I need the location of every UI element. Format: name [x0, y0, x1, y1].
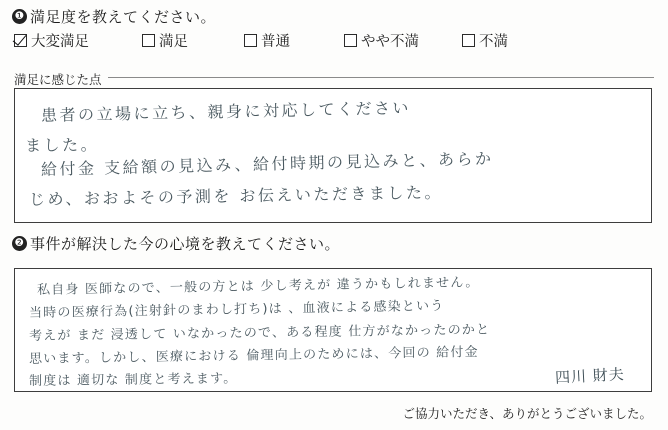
choice-label: 満足 — [159, 34, 188, 50]
choice-label: 普通 — [261, 34, 290, 50]
question-1-choices — [14, 30, 654, 51]
handwritten-line: 制度は 適切な 制度と考えます。 — [28, 371, 238, 389]
handwriting-question-1 — [15, 89, 651, 222]
handwritten-line: 私自身 医師なので、一般の方とは 少し考えが 違うかもしれません。 — [36, 275, 480, 298]
signature: 四川 財夫 — [554, 365, 626, 387]
checkbox-icon[interactable] — [344, 34, 357, 47]
question-2-text: 事件が解決した今の心境を教えてください。 — [30, 236, 341, 253]
handwritten-line: 当時の医療行為(注射針のまわし打ち)は 、血液による感染という — [28, 298, 445, 321]
free-text-label: 満足に感じた点 — [14, 73, 102, 87]
checkbox-checked-icon[interactable] — [14, 34, 27, 47]
choice-dissatisfied[interactable] — [462, 30, 552, 51]
choice-label: やや不満 — [361, 34, 419, 50]
handwritten-line: 思います。しかし、医療における 倫理向上のためには、今回の 給付金 — [28, 344, 479, 367]
handwritten-line: 患者の立場に立ち、親身に対応してください — [40, 98, 412, 125]
question-1-heading — [12, 6, 216, 27]
handwriting-question-2 — [15, 269, 651, 391]
question-1-text: 満足度を教えてください。 — [30, 9, 217, 26]
question-1-number: ❶ — [12, 9, 27, 24]
answer-box-question-1 — [14, 88, 652, 223]
label-rule — [108, 77, 654, 78]
handwritten-line: じめ、おおよその予測を お伝えいただきました。 — [28, 182, 444, 209]
checkbox-icon[interactable] — [244, 34, 257, 47]
handwritten-line: 考えが まだ 浸透して いなかったので、ある程度 仕方がなかったのかと — [28, 322, 491, 344]
handwritten-line: 給付金 支給額の見込み、給付時期の見込みと、あらか — [40, 148, 494, 179]
question-2-number: ❷ — [12, 236, 27, 251]
checkbox-icon[interactable] — [142, 34, 155, 47]
choice-label: 大変満足 — [31, 34, 89, 50]
choice-neutral[interactable] — [244, 30, 344, 51]
choice-satisfied[interactable] — [142, 30, 244, 51]
footer-thanks: ご協力いただき、ありがとうございました。 — [402, 407, 652, 421]
choice-label: 不満 — [479, 34, 508, 50]
checkbox-icon[interactable] — [462, 34, 475, 47]
question-2-heading — [12, 233, 340, 254]
handwritten-line: ました。 — [24, 135, 100, 155]
answer-box-question-2 — [14, 268, 652, 392]
choice-somewhat-dissatisfied[interactable] — [344, 30, 462, 51]
choice-very-satisfied[interactable] — [14, 30, 142, 51]
